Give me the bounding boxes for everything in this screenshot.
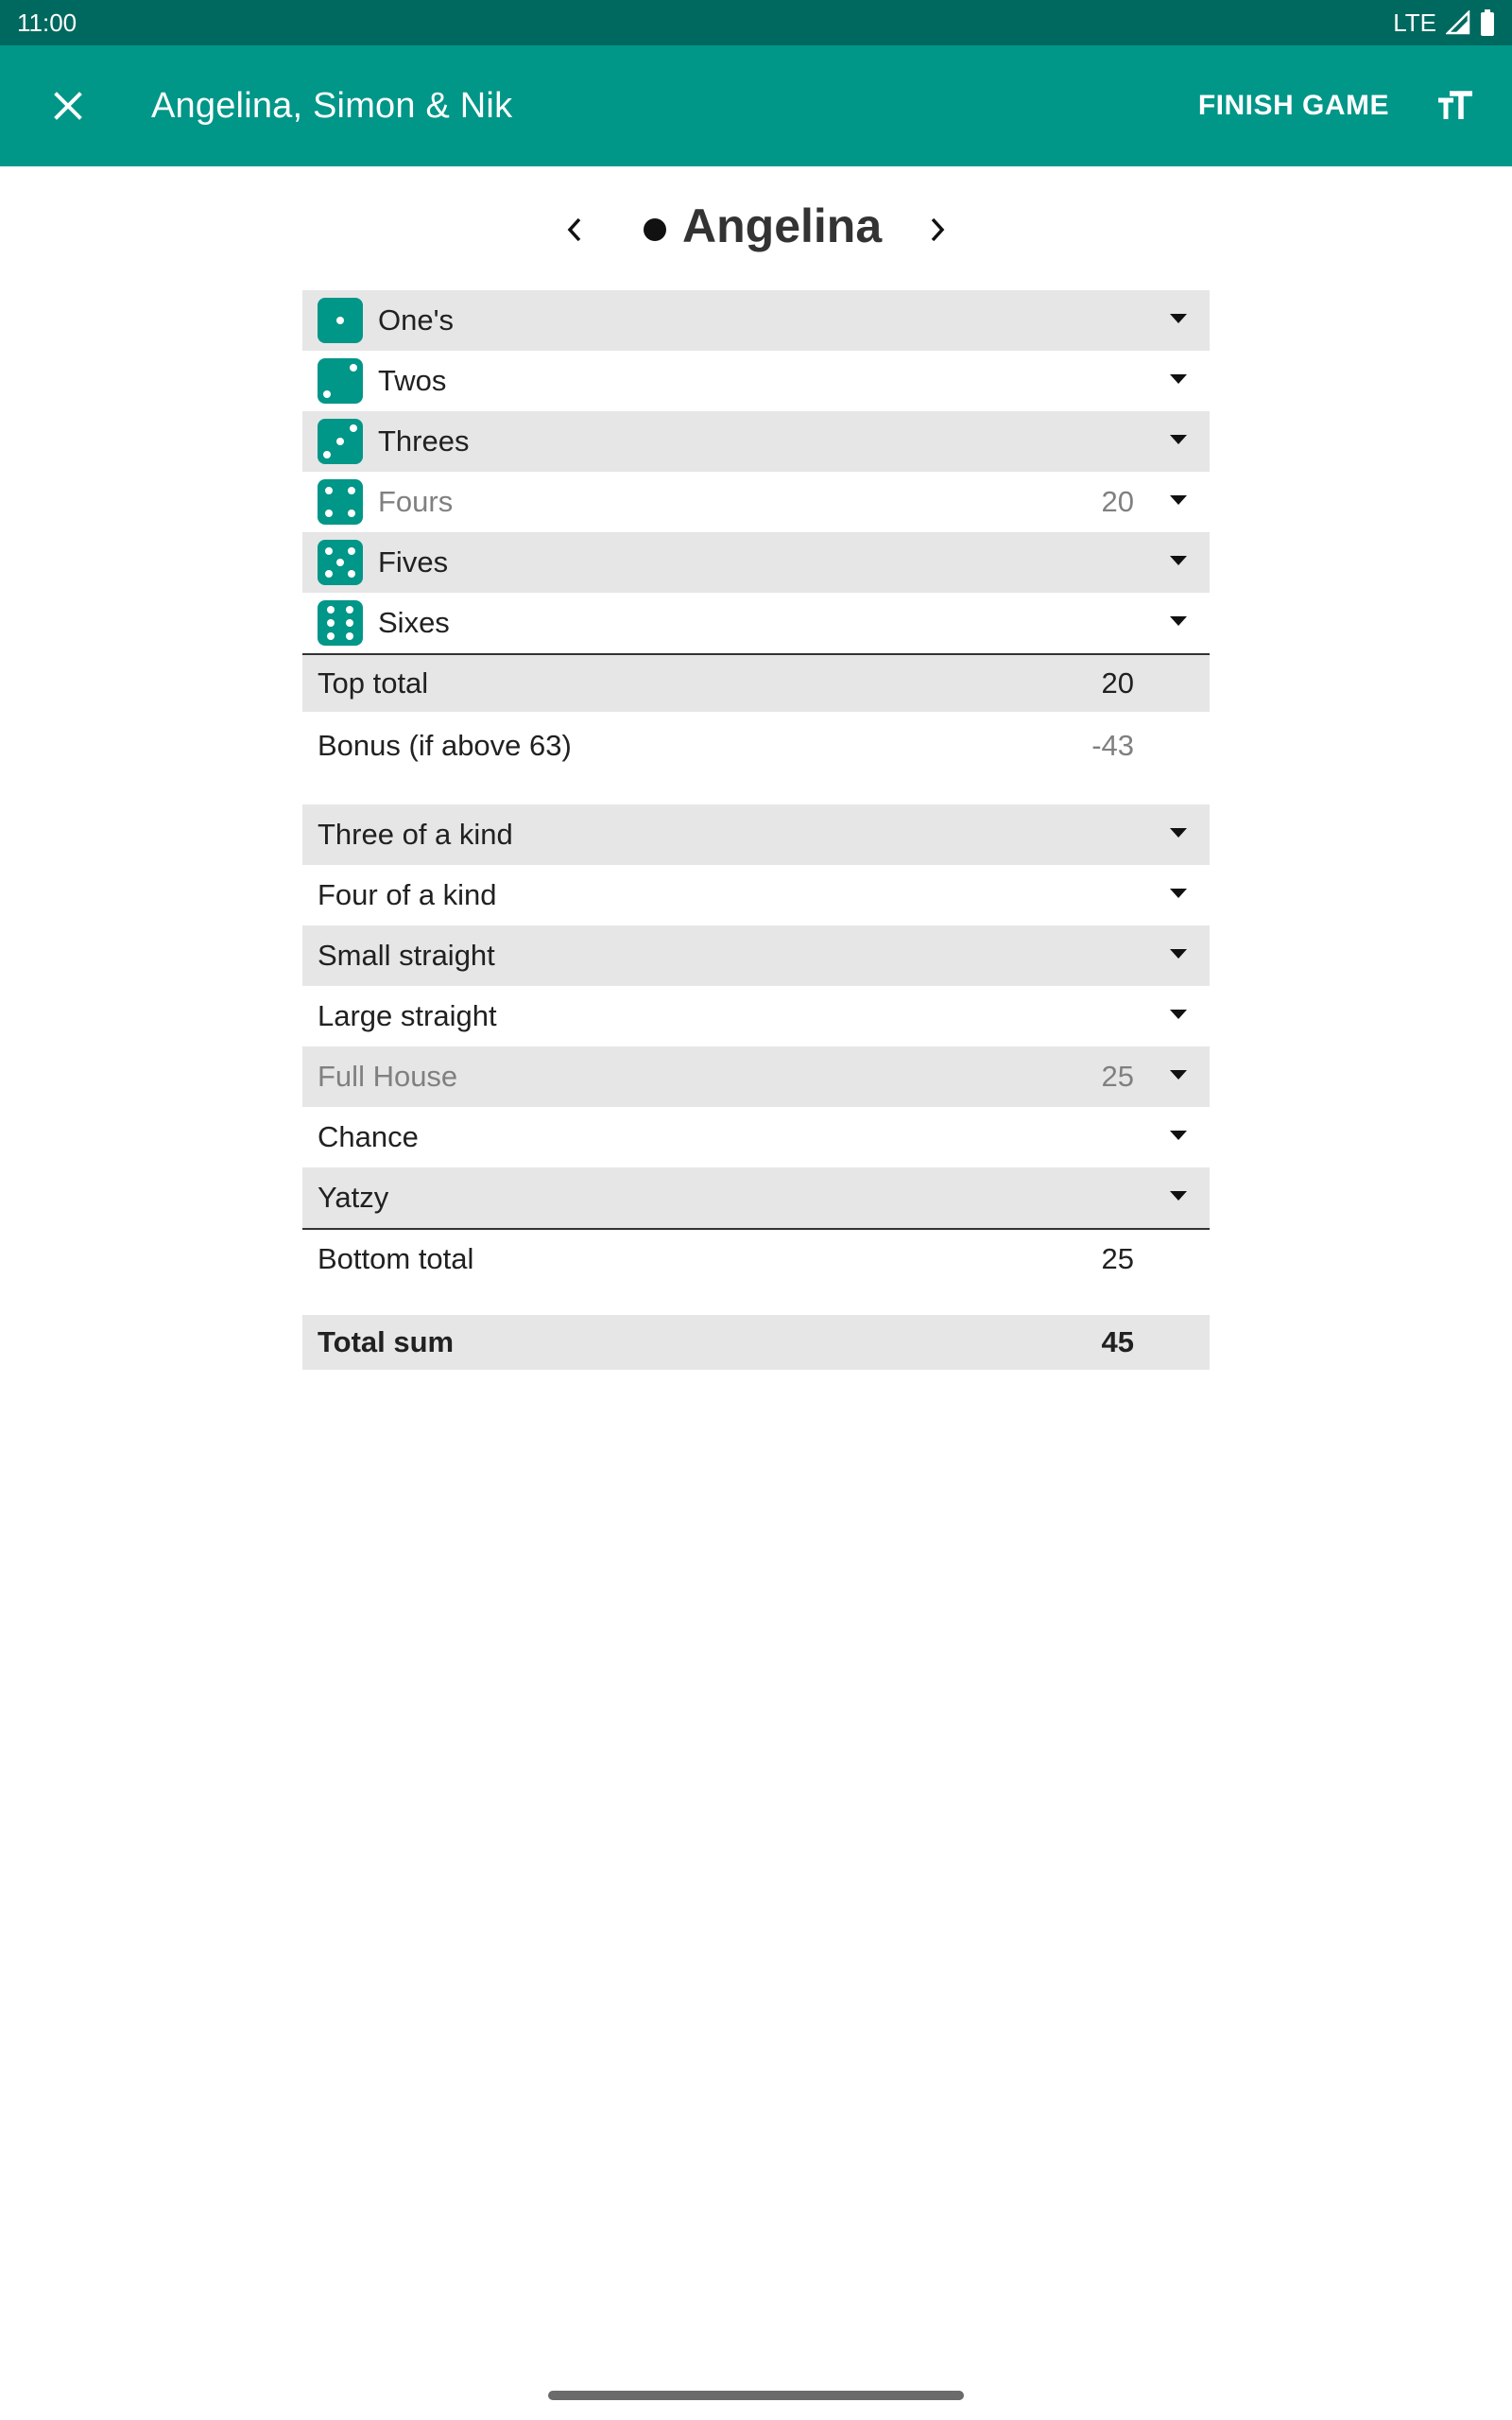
- die-four-icon: [318, 479, 363, 525]
- row-label: Sixes: [378, 606, 450, 639]
- dropdown-arrow-icon[interactable]: [1170, 1010, 1187, 1019]
- dropdown-arrow-icon[interactable]: [1170, 889, 1187, 898]
- row-label: Full House: [318, 1060, 458, 1093]
- row-value: 20: [1101, 485, 1134, 518]
- status-time: 11:00: [17, 8, 77, 37]
- battery-icon: [1480, 9, 1495, 36]
- score-row-fives[interactable]: [302, 532, 1210, 593]
- bonus-value: -43: [1091, 729, 1134, 762]
- score-table: [302, 290, 1210, 1370]
- score-row-fours[interactable]: [302, 472, 1210, 532]
- row-label: Fours: [378, 485, 454, 518]
- bonus-row: [302, 712, 1210, 780]
- bottom-total-row: [302, 1230, 1210, 1288]
- dropdown-arrow-icon[interactable]: [1170, 1191, 1187, 1201]
- total-sum-value: 45: [1101, 1325, 1134, 1358]
- gesture-navigation-bar[interactable]: [548, 2391, 964, 2400]
- die-two-icon: [318, 358, 363, 404]
- player-navigation: [0, 189, 1512, 270]
- die-five-icon: [318, 540, 363, 585]
- dropdown-arrow-icon[interactable]: [1170, 1131, 1187, 1140]
- row-label: One's: [378, 303, 455, 337]
- bottom-total-value: 25: [1101, 1242, 1134, 1275]
- score-row-yatzy[interactable]: [302, 1167, 1210, 1228]
- score-row-full-house[interactable]: [302, 1046, 1210, 1107]
- row-value: 25: [1101, 1060, 1134, 1093]
- app-bar: [0, 45, 1512, 166]
- dropdown-arrow-icon[interactable]: [1170, 314, 1187, 323]
- die-one-icon: [318, 298, 363, 343]
- player-name: Angelina: [682, 199, 883, 252]
- dropdown-arrow-icon[interactable]: [1170, 374, 1187, 384]
- row-label: Small straight: [318, 939, 495, 972]
- dropdown-arrow-icon[interactable]: [1170, 616, 1187, 626]
- row-label: Three of a kind: [318, 818, 513, 851]
- bottom-total-label: Bottom total: [318, 1242, 474, 1275]
- text-size-button[interactable]: [1425, 79, 1486, 132]
- row-label: Large straight: [318, 999, 497, 1032]
- score-row-four-of-a-kind[interactable]: [302, 865, 1210, 925]
- active-player-dot: [644, 218, 666, 241]
- previous-player-button[interactable]: [554, 206, 595, 253]
- score-row-large-straight[interactable]: [302, 986, 1210, 1046]
- close-icon: [53, 91, 83, 121]
- bonus-label: Bonus (if above 63): [318, 729, 572, 762]
- signal-icon: [1446, 10, 1470, 35]
- score-row-chance[interactable]: [302, 1107, 1210, 1167]
- close-button[interactable]: [38, 79, 98, 132]
- dropdown-arrow-icon[interactable]: [1170, 949, 1187, 959]
- score-row-sixes[interactable]: [302, 593, 1210, 653]
- top-total-label: Top total: [318, 666, 429, 700]
- row-label: Threes: [378, 424, 470, 458]
- row-label: Twos: [378, 364, 447, 397]
- row-label: Yatzy: [318, 1181, 389, 1214]
- row-label: Chance: [318, 1120, 419, 1153]
- top-total-value: 20: [1101, 666, 1134, 700]
- top-total-row: [302, 655, 1210, 712]
- score-row-ones[interactable]: [302, 290, 1210, 351]
- finish-game-button[interactable]: FINISH GAME: [1197, 90, 1389, 121]
- dropdown-arrow-icon[interactable]: [1170, 1070, 1187, 1080]
- total-sum-row: [302, 1315, 1210, 1370]
- dropdown-arrow-icon[interactable]: [1170, 828, 1187, 838]
- text-size-icon: [1436, 91, 1474, 121]
- score-row-twos[interactable]: [302, 351, 1210, 411]
- game-title: Angelina, Simon & Nik: [151, 85, 513, 126]
- score-row-threes[interactable]: [302, 411, 1210, 472]
- score-row-three-of-a-kind[interactable]: [302, 804, 1210, 865]
- die-three-icon: [318, 419, 363, 464]
- status-icons: [1393, 9, 1495, 38]
- total-sum-label: Total sum: [318, 1325, 455, 1358]
- score-row-small-straight[interactable]: [302, 925, 1210, 986]
- die-six-icon: [318, 600, 363, 646]
- network-label: LTE: [1393, 8, 1436, 37]
- dropdown-arrow-icon[interactable]: [1170, 556, 1187, 565]
- next-player-button[interactable]: [917, 206, 958, 253]
- chevron-left-icon: [565, 216, 584, 243]
- chevron-right-icon: [928, 216, 947, 243]
- dropdown-arrow-icon[interactable]: [1170, 495, 1187, 505]
- row-label: Fives: [378, 545, 449, 579]
- dropdown-arrow-icon[interactable]: [1170, 435, 1187, 444]
- row-label: Four of a kind: [318, 878, 497, 911]
- status-bar: [0, 0, 1512, 45]
